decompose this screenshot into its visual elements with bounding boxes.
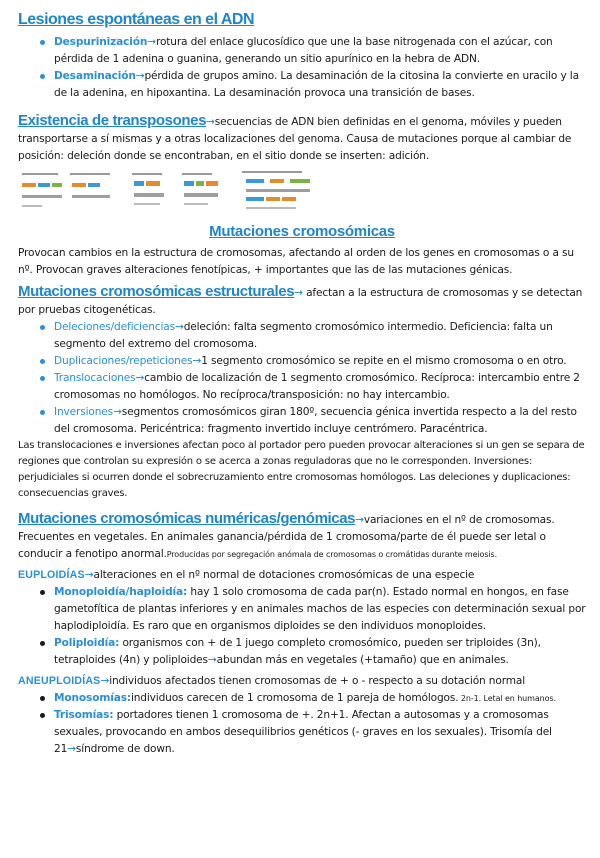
section-title-estructurales: Mutaciones cromosómicas estructurales: [18, 283, 295, 300]
estructurales-list: [18, 319, 586, 438]
transposon-diagram-2: [130, 167, 226, 213]
numericas-paragraph: Mutaciones cromosómicas numéricas/genómicas→variaciones en el nº de cromosomas.: [18, 510, 555, 527]
list-item: Despurinización→rotura del enlace glucosídico que une la base nitrogenada con el azúcar, con pérdida de 1 adenina o guanina, generando un sitio apurínico en la hebra de ADN.: [40, 34, 586, 68]
list-item: Deleciones/deficiencias→deleción: falta segmento cromosómico intermedio. Deficiencia: falta un segmento del extremo del cromosoma.: [40, 319, 586, 353]
estructurales-paragraph: Mutaciones cromosómicas estructurales→ afectan a la estructura de cromosomas y se detectan por pruebas citogenéticas.: [18, 283, 583, 316]
euploidias-paragraph: EUPLOIDÍAS→alteraciones en el nº normal de dotaciones cromosómicas de una especie: [18, 569, 475, 581]
list-item: Duplicaciones/repeticiones→1 segmento cromosómico se repite en el mismo cromosoma o en otro.: [40, 353, 586, 370]
list-item: Monosomías:individuos carecen de 1 cromosoma de 1 pareja de homólogos. 2n-1. Letal en humanos.: [40, 690, 586, 707]
list-item: Trisomías: portadores tienen 1 cromosoma de +. 2n+1. Afectan a autosomas y a cromosomas sexuales, provocando en ambos desequilibrios genéticos (- graves en los sexuales). Trisomía del 21→síndrome de down.: [40, 707, 586, 758]
list-item: Monoploidía/haploidía: hay 1 solo cromosoma de cada par(n). Estado normal en hongos, en fase gametofítica de plantas inferiores y en animales machos de las especies con determinación sexual por haplodiploidía. Es raro que en organismos diploides se den individuos monoploides.: [40, 584, 586, 635]
list-item: Translocaciones→cambio de localización de 1 segmento cromosómico. Recíproca: intercambio entre 2 cromosomas no homólogos. No recíproca/transposición: no hay intercambio.: [40, 370, 586, 404]
list-item: Desaminación→pérdida de grupos amino. La desaminación de la citosina la convierte en uracilo y la de la adenina, en hipoxantina. La desaminación provoca una transición de bases.: [40, 68, 586, 102]
list-item: Inversiones→segmentos cromosómicos giran 180º, secuencia génica invertida respecto a la del resto del cromosoma. Pericéntrica: fragmento invertido incluye centrómero. Paracéntrica.: [40, 404, 586, 438]
aneuploidias-list: [18, 690, 586, 758]
section-title-numericas: Mutaciones cromosómicas numéricas/genómicas: [18, 510, 356, 527]
translocaciones-note: Las translocaciones e inversiones afectan poco al portador pero pueden provocar alteraciones si un gen se separa de regiones que controlan su expresión o se acerca a zonas reguladoras que no le corresponden. Inversiones: perjudiciales si ocurren donde el sobrecruzamiento entre cromosomas homólogos. Las deleciones y duplicaciones: consecuencias graves.: [18, 440, 585, 499]
euploidias-list: [18, 584, 586, 669]
list-item: Poliploidía: organismos con + de 1 juego completo cromosómico, pueden ser triploides (3n), tetraploides (4n) y poliploides→abundan más en vegetales (+tamaño) que en animales.: [40, 635, 586, 669]
transposon-diagram-3: [240, 167, 336, 213]
lesiones-list: [18, 34, 586, 102]
cromosomicas-intro: Provocan cambios en la estructura de cromosomas, afectando al orden de los genes en cromosomas o a su nº. Provocan graves alteraciones fenotípicas, + importantes que las de las mutaciones génicas.: [18, 247, 574, 276]
section-title-transposones: Existencia de transposones: [18, 112, 207, 129]
section-title-lesiones: Lesiones espontáneas en el ADN: [18, 11, 255, 28]
aneuploidias-paragraph: ANEUPLOIDÍAS→individuos afectados tienen cromosomas de + o - respecto a su dotación normal: [18, 675, 526, 687]
transposon-diagram-1: [20, 167, 116, 213]
section-title-cromosomicas: Mutaciones cromosómicas: [209, 223, 395, 240]
notes-page: [0, 10, 600, 858]
numericas-frecuentes: Frecuentes en vegetales. En animales ganancia/pérdida de 1 cromosoma/parte de él puede ser letal o conducir a fenotipo anormal.Producidas por segregación anómala de cromosomas o cromátidas durante meiosis.: [18, 531, 546, 560]
transposones-paragraph: Existencia de transposones→secuencias de ADN bien definidas en el genoma, móviles y pueden transportarse a sí mismas y a otras localizaciones del genoma. Causa de mutaciones porque al cambiar de posición: deleción donde se encontraban, en el sitio donde se inserten: adición.: [18, 112, 572, 162]
transposon-figures: [20, 167, 586, 215]
